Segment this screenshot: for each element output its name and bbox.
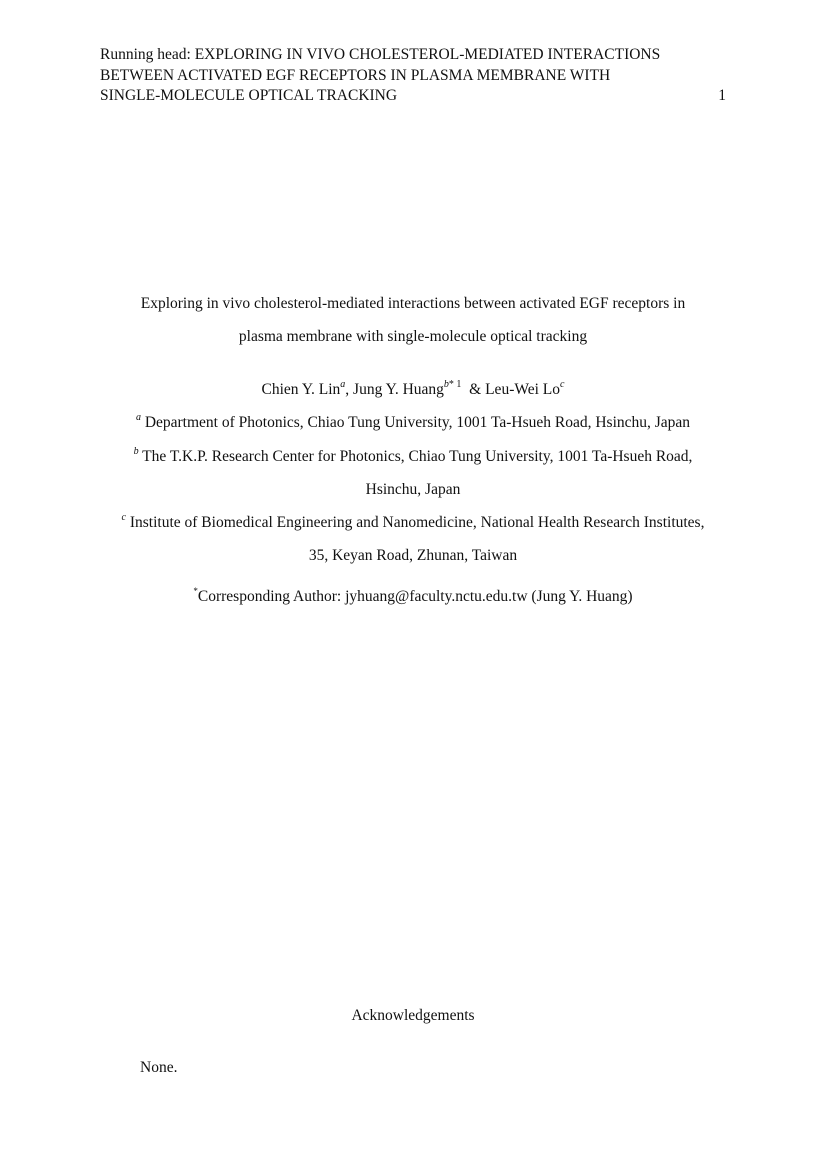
affiliation-b bbox=[100, 440, 726, 506]
corresponding-mark: * bbox=[193, 585, 198, 596]
running-head-line: Running head: EXPLORING IN VIVO CHOLESTEROL-MEDIATED INTERACTIONS bbox=[100, 46, 661, 63]
corresponding-author bbox=[100, 585, 726, 609]
affiliation-mark: c bbox=[121, 511, 126, 523]
affiliation-text: The T.K.P. Research Center for Photonics, Chiao Tung University, 1001 Ta-Hsueh Road, bbox=[142, 448, 693, 465]
page-number: 1 bbox=[718, 87, 726, 104]
running-head-line: SINGLE-MOLECULE OPTICAL TRACKING bbox=[100, 87, 398, 104]
affiliation-c bbox=[100, 506, 726, 572]
affiliation-text: Institute of Biomedical Engineering and Nanomedicine, National Health Research Institutes, bbox=[129, 514, 705, 531]
acknowledgements-body: None. bbox=[140, 1059, 178, 1076]
author-name: Jung Y. Huang bbox=[353, 381, 444, 398]
paper-title bbox=[100, 287, 726, 353]
author-affiliation-mark: a bbox=[340, 378, 346, 390]
corresponding-author-text: Corresponding Author: jyhuang@faculty.nctu.edu.tw (Jung Y. Huang) bbox=[197, 588, 633, 605]
author-name: Leu-Wei Lo bbox=[485, 381, 561, 398]
author-affiliation-mark: c bbox=[560, 378, 565, 390]
affiliation-a bbox=[100, 406, 726, 439]
paper-title-line: plasma membrane with single-molecule optical tracking bbox=[238, 328, 588, 345]
running-head-line: BETWEEN ACTIVATED EGF RECEPTORS IN PLASMA MEMBRANE WITH bbox=[100, 66, 611, 84]
running-head bbox=[100, 45, 726, 107]
author-separator: , bbox=[345, 381, 354, 398]
acknowledgements-heading: Acknowledgements bbox=[351, 1007, 475, 1024]
author-list bbox=[100, 378, 726, 402]
author-affiliation-mark: b bbox=[443, 378, 449, 390]
affiliation-mark: a bbox=[135, 411, 141, 423]
author-separator: & bbox=[465, 381, 486, 398]
affiliation-text: 35, Keyan Road, Zhunan, Taiwan bbox=[308, 547, 518, 564]
author-name: Chien Y. Lin bbox=[261, 381, 341, 398]
affiliation-mark: b bbox=[133, 445, 139, 457]
affiliation-text: Department of Photonics, Chiao Tung University, 1001 Ta-Hsueh Road, Hsinchu, Japan bbox=[144, 414, 691, 431]
affiliation-text: Hsinchu, Japan bbox=[365, 481, 461, 498]
author-corresponding-mark: * 1 bbox=[448, 378, 462, 390]
paper-title-line: Exploring in vivo cholesterol-mediated interactions between activated EGF receptors in bbox=[140, 295, 686, 312]
